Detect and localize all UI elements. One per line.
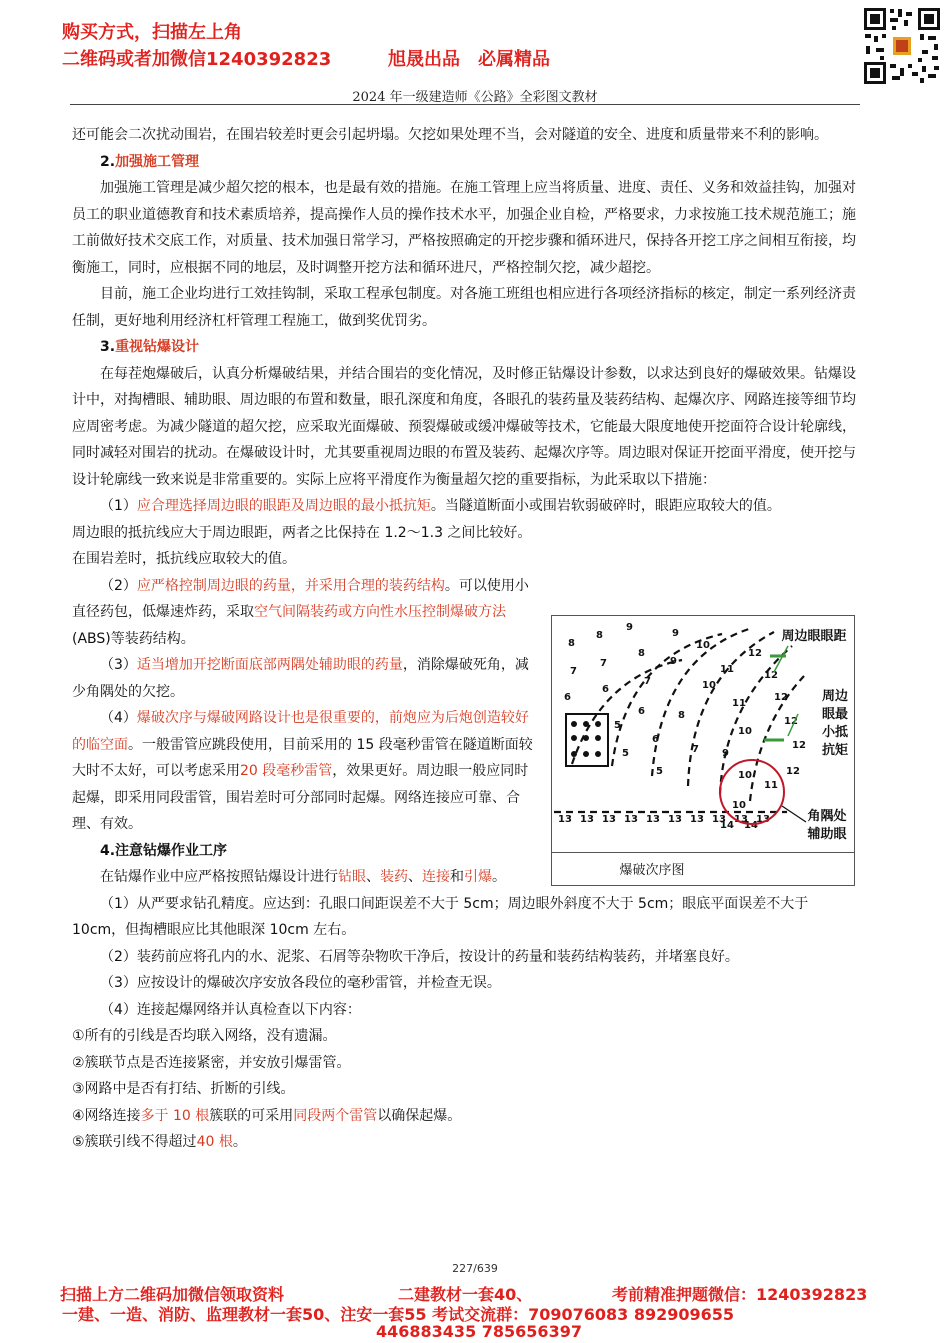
keyword-charge: 装药	[380, 869, 408, 885]
footer-line-3: 446883435 785656397	[376, 1322, 582, 1341]
svg-text:12: 12	[748, 648, 762, 659]
item-3-highlight: 适当增加开挖断面底部两隅处辅助眼的药量	[136, 657, 403, 673]
item-2-number: （2）	[100, 577, 137, 594]
svg-text:11: 11	[732, 698, 746, 709]
heading-2-number: 2.	[100, 153, 116, 170]
heading-2	[72, 149, 862, 176]
bottom-number: 13	[734, 814, 748, 825]
page-header-title: 2024 年一级建造师《公路》全彩图文教材	[352, 90, 598, 105]
qr-code-icon	[862, 6, 942, 86]
heading-3-number: 3.	[100, 339, 116, 355]
svg-text:6: 6	[564, 692, 571, 703]
bottom-number: 13	[624, 814, 638, 825]
check-5-highlight: 40 根	[196, 1134, 233, 1150]
svg-text:10: 10	[732, 800, 746, 811]
svg-text:8: 8	[678, 710, 685, 721]
bottom-number: 13	[712, 814, 726, 825]
item-2-highlight: 应严格控制周边眼的药量，并采用合理的装药结构	[136, 577, 445, 594]
paragraph-4a-end: 。	[492, 869, 506, 885]
svg-text:14: 14	[720, 820, 734, 831]
step-2: （2）装药前应将孔内的水、泥浆、石屑等杂物吹干净后，按设计的药量和装药结构装药，并堵塞良好。	[100, 948, 739, 965]
svg-text:10: 10	[696, 640, 710, 651]
paragraph-intro: 还可能会二次扰动围岩，在围岩较差时更会引起坍塌。欠挖如果处理不当，会对隧道的安全、进度和质量带来不利的影响。	[72, 127, 828, 143]
svg-text:12: 12	[784, 716, 798, 727]
check-2: ②簇联节点是否连接紧密，并安放引爆雷管。	[72, 1054, 351, 1071]
step-1: （1）从严要求钻孔精度。应达到：孔眼口间距误差不大于 5cm；周边眼外斜度不大于 5cm；眼底平面误差不大于 10cm，但掏槽眼应比其他眼深 10cm 左右。	[72, 895, 809, 938]
item-3-text: ，消除爆破死角，减少角隅处的欠挖。	[72, 657, 529, 700]
paragraph-2b: 目前，施工企业均进行工效挂钩制，采取工程承包制度。对各施工班组也相应进行各项经济指标的核定，制定一系列经济责任制，更好地利用经济杠杆管理工程施工，做到奖优罚劣。	[72, 286, 856, 329]
svg-text:14: 14	[744, 820, 758, 831]
bottom-hole-numbers	[558, 814, 770, 825]
item-4-text: 。一般雷管应跳段使用，目前采用的 15 段毫秒雷管在隧道断面较大时不太好，可以考虑采用	[72, 736, 533, 779]
corner-highlight-circle	[720, 760, 784, 824]
spacing-leader	[774, 646, 788, 672]
sep-3: 和	[450, 869, 464, 885]
paragraph-3a: 在每茬炮爆破后，认真分析爆破结果，并结合围岩的变化情况，及时修正钻爆设计参数，以求达到良好的爆破效果。钻爆设计中，对掏槽眼、辅助眼、周边眼的布置和数量，眼孔深度和角度，各眼孔的装药量及装药结构、起爆次序、网路连接等细节均应周密考虑。为减少隧道的超欠挖，应采取光面爆破、预裂爆破或缓冲爆破等技术，它能最大限度地使开挖面符合设计轮廓线，同时减轻对围岩的扰动。在爆破设计时，尤其要重视周边眼的布置及装药、起爆次序等。周边眼对保证开挖面平滑度，使开挖与设计轮廓线一致来说是非常重要的。实际上应将平滑度作为衡量超欠挖的重要指标，为此采取以下措施：	[72, 365, 856, 488]
item-4	[72, 705, 540, 838]
paragraph-2a: 加强施工管理是减少超欠挖的根本，也是最有效的措施。在施工管理上应当将质量、进度、责任、义务和效益挂钩，加强对员工的职业道德教育和技术素质培养，提高操作人员的操作技术水平，加强企业自检，严格要求，力求按施工技术规范施工；施工前做好技术交底工作，对质量、技术加强日常学习，严格按照确定的开挖步骤和循环进尺，保持各开挖工序之间相互衔接，均衡施工，同时，应根据不同的地层，及时调整开挖方法和循环进尺，严格控制欠挖，减少超挖。	[72, 180, 856, 276]
footer-line-1c: 考前精准押题微信：1240392823	[612, 1285, 868, 1304]
heading-2-text: 加强施工管理	[115, 153, 200, 170]
figure-caption-divider	[552, 852, 854, 853]
svg-text:12: 12	[792, 740, 806, 751]
svg-text:12: 12	[764, 670, 778, 681]
item-2	[72, 573, 540, 653]
label-corner-holes: 角隅处辅助眼	[807, 809, 847, 842]
svg-text:7: 7	[644, 676, 651, 687]
item-4-number: （4）	[100, 710, 137, 726]
item-3	[72, 652, 540, 705]
item-2-end: (ABS)等装药结构。	[72, 630, 195, 647]
page-number: 227/639	[452, 1262, 498, 1275]
keyword-detonate: 引爆	[464, 869, 492, 885]
footer-line-2: 一建、一造、消防、监理教材一套50、注安一套55 考试交流群：709076083 892909655	[62, 1305, 735, 1324]
svg-text:5: 5	[656, 766, 663, 777]
blasting-sequence-figure	[551, 615, 855, 886]
svg-text:5: 5	[614, 720, 621, 731]
item-4-highlight: 爆破次序与爆破网路设计也是很重要的，前炮应为后炮创造较好的临空面	[72, 710, 529, 753]
check-4-end: 以确保起爆。	[377, 1107, 462, 1124]
step-3: （3）应按设计的爆破次序安放各段位的毫秒雷管，并检查无误。	[100, 975, 501, 991]
promo-line-1: 购买方式，扫描左上角	[62, 22, 242, 43]
svg-text:9: 9	[626, 622, 633, 633]
svg-text:9: 9	[672, 628, 679, 639]
item-4-end: ，效果更好。周边眼一般应同时起爆，即采用同段雷管，围岩差时可分部同时起爆。网络连接应可靠、合理、有效。	[72, 763, 529, 832]
sep-1: 、	[366, 869, 380, 885]
heading-4: 4.注意钻爆作业工序	[100, 842, 228, 859]
item-2-text: 。可以使用小直径药包，低爆速炸药，采取	[72, 577, 529, 620]
bottom-number: 13	[602, 814, 616, 825]
step-4: （4）连接起爆网络并认真检查以下内容：	[100, 1001, 361, 1018]
check-1: ①所有的引线是否均联入网络，没有遗漏。	[72, 1028, 337, 1044]
label-min-burden: 周边眼最小抵抗矩	[821, 689, 848, 758]
item-1-highlight: 应合理选择周边眼的眼距及周边眼的最小抵抗矩	[136, 498, 431, 514]
item-1-continued: 周边眼的抵抗线应大于周边眼距，两者之比保持在 1.2～1.3 之间比较好。在围岩差时，抵抗线应取较大的值。	[72, 524, 532, 567]
svg-text:12: 12	[774, 692, 788, 703]
header-divider	[70, 104, 860, 105]
bottom-number: 13	[690, 814, 704, 825]
item-1-number: （1）	[100, 498, 137, 514]
heading-3-text: 重视钻爆设计	[115, 339, 200, 355]
svg-text:9: 9	[722, 748, 729, 759]
check-4-highlight-2: 同段两个雷管	[293, 1107, 378, 1124]
bottom-number: 13	[580, 814, 594, 825]
check-4-text: ④网络连接	[72, 1107, 141, 1124]
svg-text:10: 10	[738, 726, 752, 737]
svg-text:6: 6	[652, 734, 659, 745]
svg-text:6: 6	[638, 706, 645, 717]
svg-text:7: 7	[600, 658, 607, 669]
bottom-number: 13	[646, 814, 660, 825]
svg-text:8: 8	[596, 630, 603, 641]
check-5-end: 。	[232, 1134, 247, 1150]
footer-line-1a: 扫描上方二维码加微信领取资料	[60, 1285, 285, 1304]
svg-text:8: 8	[568, 638, 575, 649]
figure-caption: 爆破次序图	[619, 863, 685, 878]
bottom-number: 13	[756, 814, 770, 825]
check-3: ③网路中是否有打结、折断的引线。	[72, 1081, 295, 1097]
promo-line-2: 二维码或者加微信1240392823	[62, 49, 332, 70]
svg-text:9: 9	[670, 656, 677, 667]
svg-text:12: 12	[786, 766, 800, 777]
paragraph-4a-text: 在钻爆作业中应严格按照钻爆设计进行	[100, 869, 338, 885]
svg-text:7: 7	[692, 744, 699, 755]
corner-leader	[782, 806, 806, 822]
svg-text:11: 11	[720, 664, 734, 675]
label-hole-spacing: 周边眼眼距	[781, 629, 847, 644]
sep-2: 、	[408, 869, 422, 885]
check-4	[72, 1103, 862, 1130]
item-4-highlight-2: 20 段毫秒雷管	[240, 763, 333, 779]
check-5-text: ⑤簇联引线不得超过	[72, 1134, 197, 1150]
svg-text:10: 10	[702, 680, 716, 691]
check-4-mid: 簇联的可采用	[209, 1107, 294, 1124]
item-1	[72, 493, 862, 520]
item-2-highlight-2: 空气间隔装药或方向性水压控制爆破方法	[254, 604, 506, 620]
bottom-number: 13	[558, 814, 572, 825]
item-3-number: （3）	[100, 657, 137, 673]
item-1-text: 。当隧道断面小或围岩软弱破碎时，眼距应取较大的值。	[430, 498, 781, 514]
bottom-number: 13	[668, 814, 682, 825]
heading-3	[72, 334, 862, 361]
svg-text:8: 8	[638, 648, 645, 659]
check-5	[72, 1129, 862, 1156]
keyword-drill: 钻眼	[338, 869, 366, 885]
svg-text:11: 11	[764, 780, 778, 791]
svg-text:5: 5	[622, 748, 629, 759]
svg-text:10: 10	[738, 770, 752, 781]
footer-line-1b: 二建教材一套40、	[398, 1285, 533, 1304]
keyword-connect: 连接	[422, 869, 450, 885]
svg-text:7: 7	[570, 666, 577, 677]
check-4-highlight: 多于 10 根	[140, 1107, 210, 1124]
svg-text:6: 6	[602, 684, 609, 695]
promo-brand: 旭晟出品 必属精品	[388, 49, 550, 70]
